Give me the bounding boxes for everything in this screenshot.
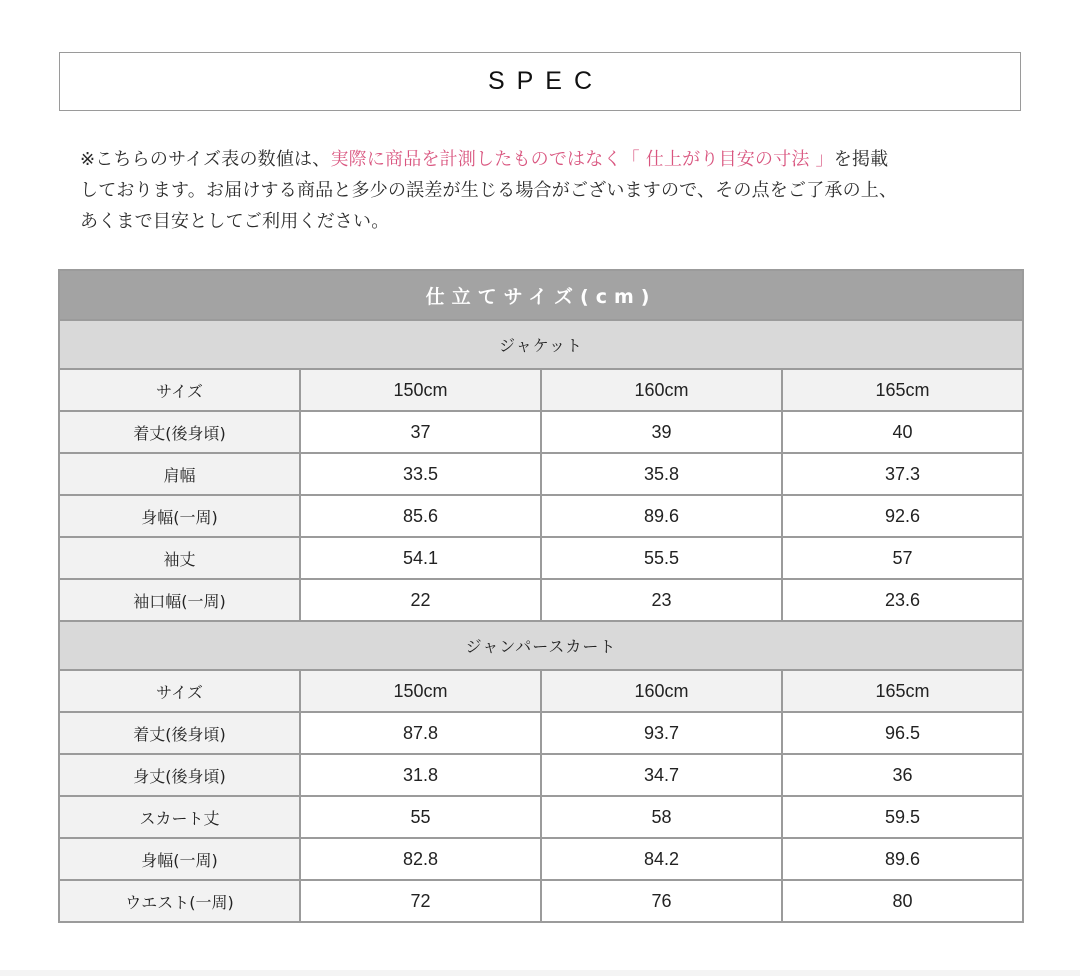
measurement-label: 身幅(一周): [59, 495, 300, 537]
measurement-value: 23: [541, 579, 782, 621]
table-row: [59, 495, 1023, 537]
section-title: ジャケット: [59, 320, 1023, 369]
spec-heading-box: [59, 52, 1021, 111]
notice-text: を掲載: [833, 149, 889, 170]
notice-highlight: 実際に商品を計測したものではなく「 仕上がり目安の寸法 」: [330, 149, 834, 170]
size-label: サイズ: [59, 670, 300, 712]
size-table: [58, 269, 1024, 923]
notice-line-1: [80, 144, 1020, 175]
spec-title: SPEC: [487, 67, 605, 95]
measurement-value: 57: [782, 537, 1023, 579]
measurement-value: 87.8: [300, 712, 541, 754]
measurement-label: 肩幅: [59, 453, 300, 495]
measurement-value: 22: [300, 579, 541, 621]
measurement-value: 89.6: [541, 495, 782, 537]
table-row: [59, 754, 1023, 796]
measurement-value: 37: [300, 411, 541, 453]
measurement-value: 35.8: [541, 453, 782, 495]
measurement-value: 58: [541, 796, 782, 838]
measurement-label: 身幅(一周): [59, 838, 300, 880]
table-title-row: [59, 270, 1023, 320]
measurement-value: 39: [541, 411, 782, 453]
table-row: [59, 453, 1023, 495]
size-column-header: 165cm: [782, 369, 1023, 411]
section-header-jumper-skirt: [59, 621, 1023, 670]
measurement-value: 96.5: [782, 712, 1023, 754]
notice-line-2: しております。お届けする商品と多少の誤差が生じる場合がございますので、その点をご了承の上、: [80, 180, 898, 201]
measurement-value: 23.6: [782, 579, 1023, 621]
table-row: [59, 796, 1023, 838]
measurement-label: 袖丈: [59, 537, 300, 579]
notice-line-3: あくまで目安としてご利用ください。: [80, 211, 390, 232]
measurement-value: 40: [782, 411, 1023, 453]
measurement-value: 93.7: [541, 712, 782, 754]
table-row: [59, 579, 1023, 621]
measurement-value: 55: [300, 796, 541, 838]
measurement-value: 37.3: [782, 453, 1023, 495]
page-bottom-divider: [0, 970, 1080, 976]
size-column-header: 150cm: [300, 369, 541, 411]
size-column-header: 160cm: [541, 369, 782, 411]
table-row: [59, 880, 1023, 922]
size-label: サイズ: [59, 369, 300, 411]
measurement-value: 34.7: [541, 754, 782, 796]
measurement-value: 59.5: [782, 796, 1023, 838]
measurement-value: 92.6: [782, 495, 1023, 537]
table-row: [59, 411, 1023, 453]
size-column-header: 150cm: [300, 670, 541, 712]
measurement-value: 33.5: [300, 453, 541, 495]
measurement-value: 76: [541, 880, 782, 922]
size-notice: [80, 144, 1020, 237]
measurement-value: 89.6: [782, 838, 1023, 880]
section-title: ジャンパースカート: [59, 621, 1023, 670]
measurement-value: 82.8: [300, 838, 541, 880]
measurement-label: ウエスト(一周): [59, 880, 300, 922]
measurement-value: 72: [300, 880, 541, 922]
size-header-row: [59, 369, 1023, 411]
section-header-jacket: [59, 320, 1023, 369]
measurement-value: 31.8: [300, 754, 541, 796]
table-title: 仕立てサイズ(cm): [59, 270, 1023, 320]
table-row: [59, 712, 1023, 754]
size-column-header: 165cm: [782, 670, 1023, 712]
measurement-label: 袖口幅(一周): [59, 579, 300, 621]
measurement-value: 84.2: [541, 838, 782, 880]
notice-text: ※こちらのサイズ表の数値は、: [80, 149, 331, 170]
measurement-label: 着丈(後身頃): [59, 712, 300, 754]
measurement-label: 着丈(後身頃): [59, 411, 300, 453]
table-row: [59, 838, 1023, 880]
table-row: [59, 537, 1023, 579]
measurement-label: スカート丈: [59, 796, 300, 838]
measurement-label: 身丈(後身頃): [59, 754, 300, 796]
size-header-row: [59, 670, 1023, 712]
size-column-header: 160cm: [541, 670, 782, 712]
measurement-value: 55.5: [541, 537, 782, 579]
measurement-value: 80: [782, 880, 1023, 922]
measurement-value: 36: [782, 754, 1023, 796]
measurement-value: 54.1: [300, 537, 541, 579]
measurement-value: 85.6: [300, 495, 541, 537]
